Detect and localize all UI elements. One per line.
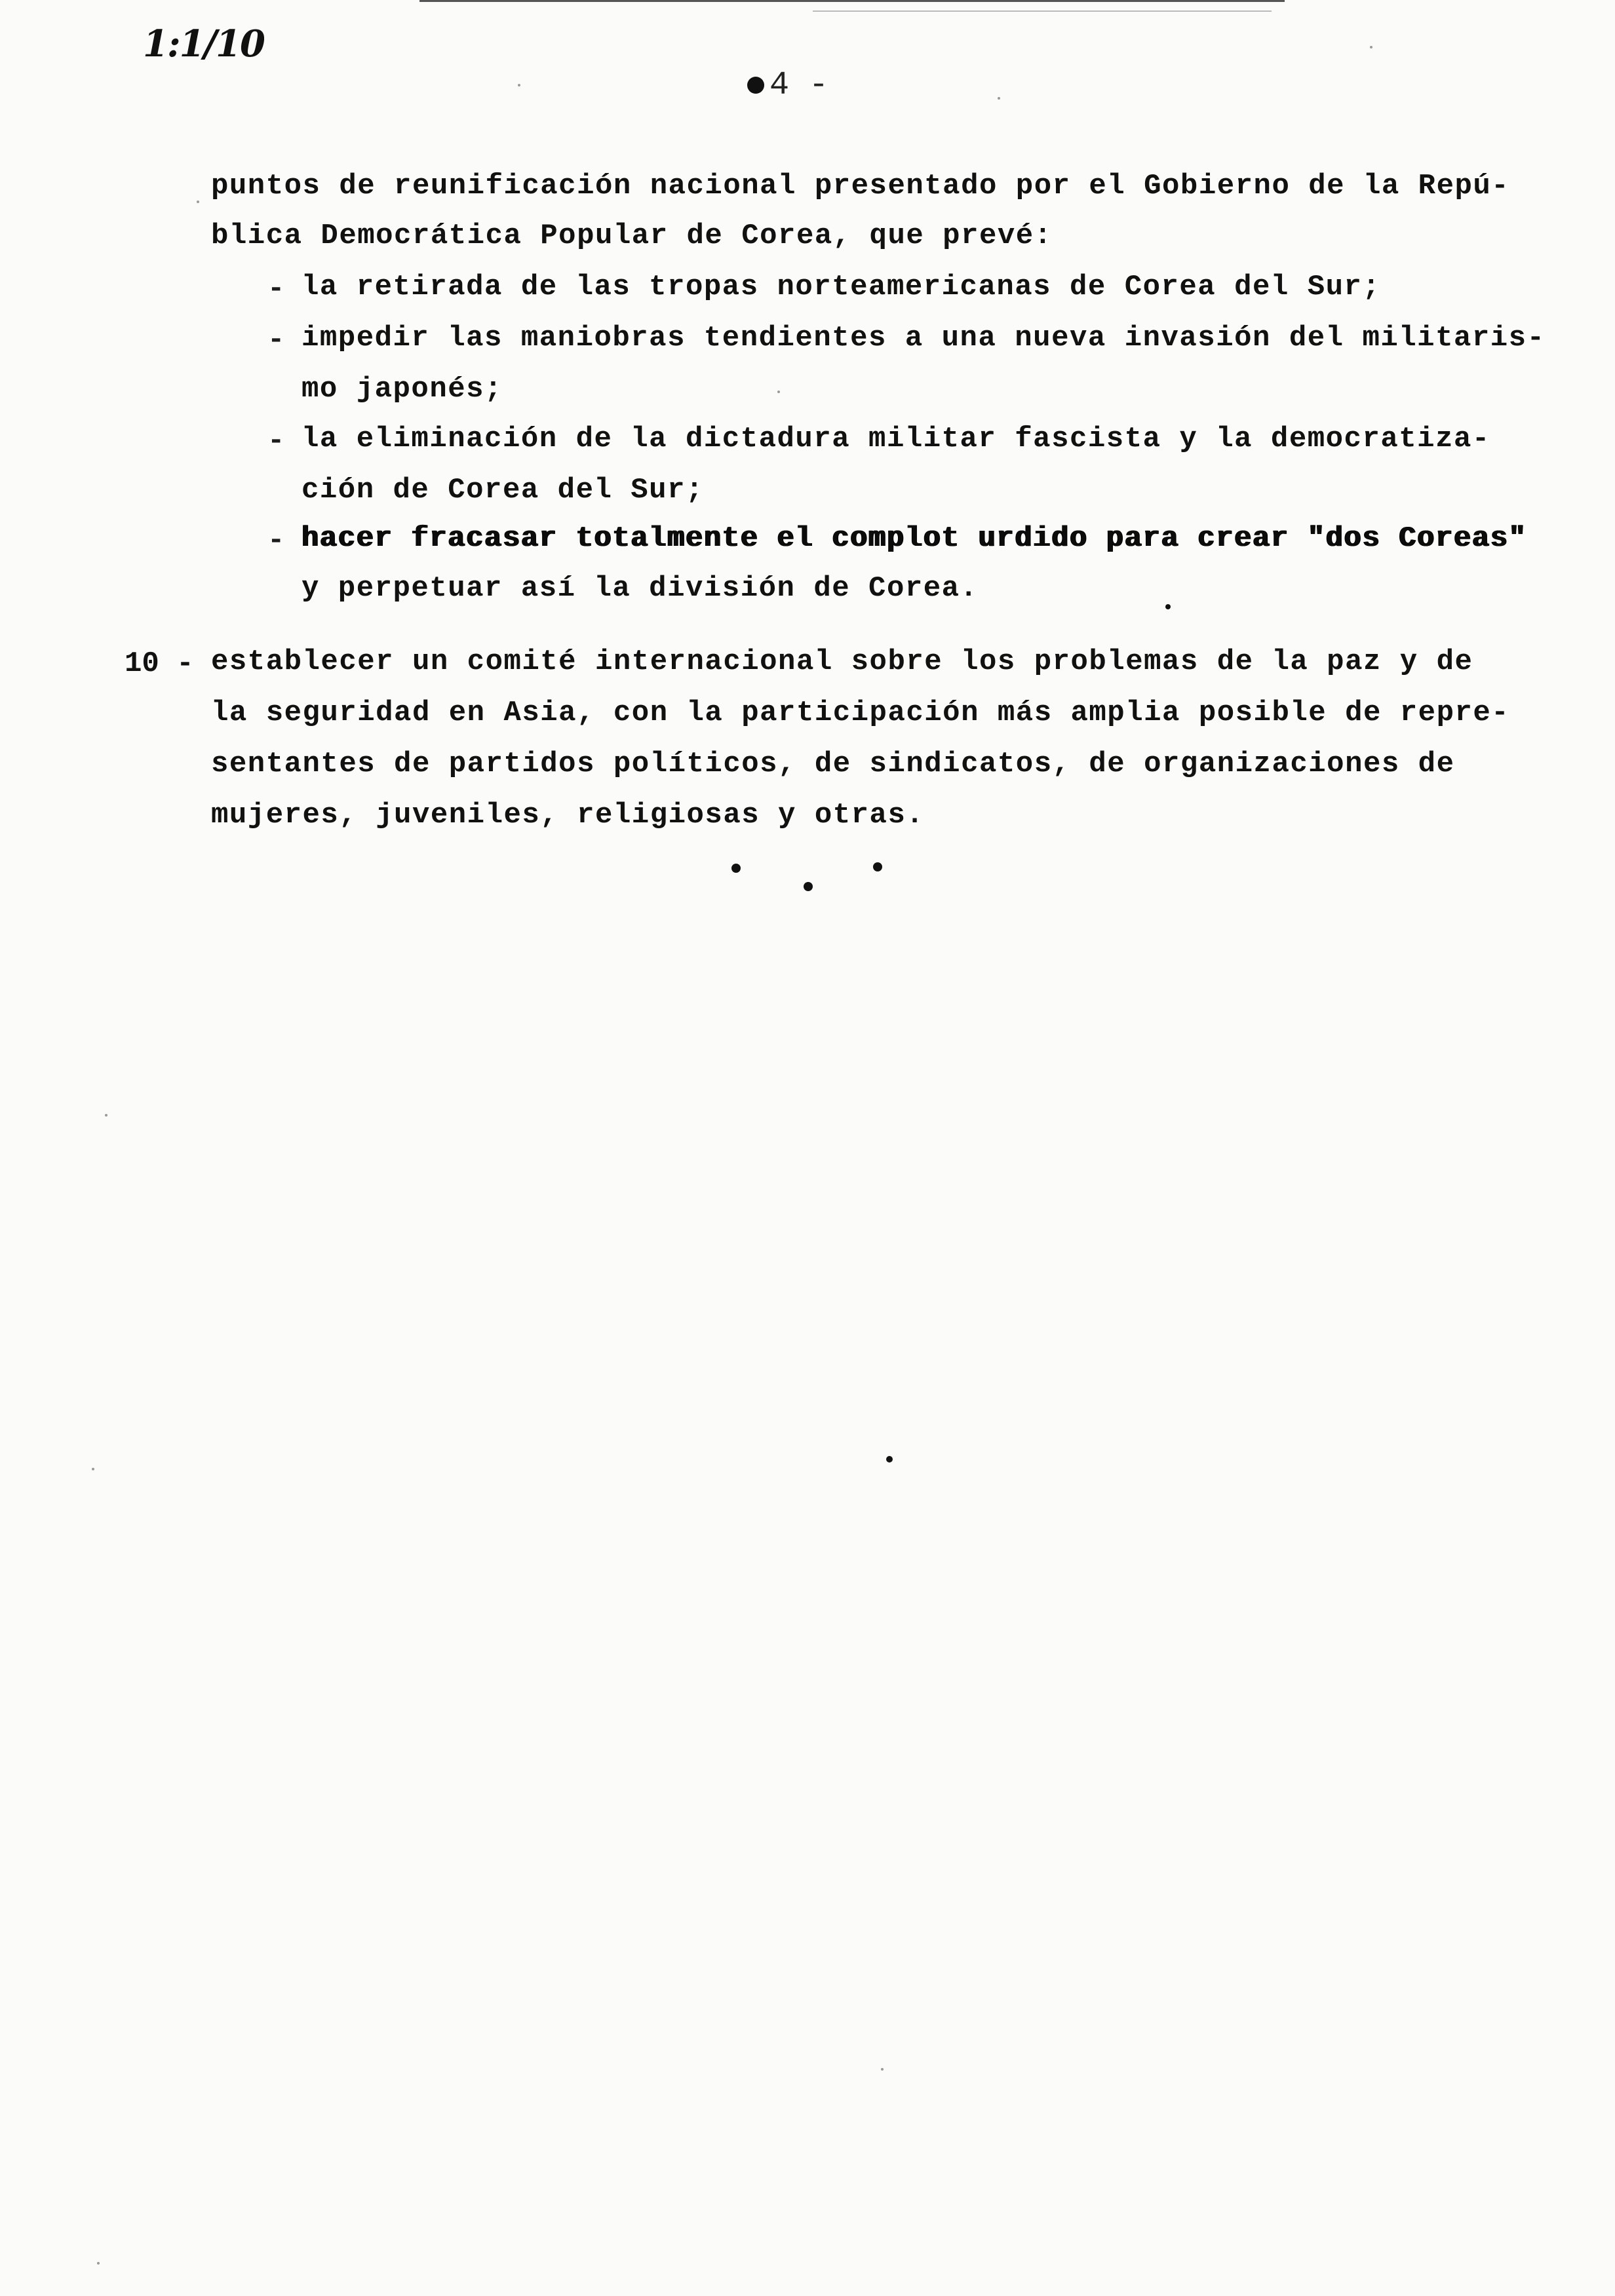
bullet-marker-1: - bbox=[267, 273, 285, 305]
stray-ink-mark bbox=[886, 1456, 893, 1463]
ink-blot bbox=[747, 77, 764, 94]
top-edge-rule-faint bbox=[813, 10, 1272, 12]
paper-speck bbox=[518, 84, 520, 86]
bullet-2-line-1: impedir las maniobras tendientes a una nueva invasión del militaris- bbox=[302, 322, 1546, 354]
bullet-4-line-2: y perpetuar así la división de Corea. bbox=[302, 572, 979, 605]
intro-line-2: blica Democrática Popular de Corea, que prevé: bbox=[211, 220, 1053, 252]
closing-dot-middle bbox=[804, 882, 813, 891]
item-10-number-text: 10 bbox=[125, 647, 159, 680]
paper-speck bbox=[881, 2068, 884, 2071]
paper-speck bbox=[998, 97, 1000, 100]
stray-ink-mark bbox=[1165, 604, 1171, 609]
closing-dot-right bbox=[873, 862, 882, 871]
handwritten-archive-number: 1:1/10 bbox=[143, 22, 264, 66]
item-10-dash: - bbox=[176, 647, 194, 680]
bullet-3-line-2: ción de Corea del Sur; bbox=[302, 474, 704, 507]
paper-speck bbox=[197, 201, 199, 203]
bullet-4-line-1: hacer fracasar totalmente el complot urdido para crear "dos Coreas" bbox=[302, 522, 1527, 555]
paper-speck bbox=[105, 1114, 107, 1117]
bullet-marker-2: - bbox=[267, 324, 285, 356]
page-number bbox=[747, 67, 828, 104]
item-10-line-1: establecer un comité internacional sobre los problemas de la paz y de bbox=[211, 645, 1473, 678]
bullet-1-line-1: la retirada de las tropas norteamericanas de Corea del Sur; bbox=[302, 271, 1381, 303]
paper-speck bbox=[97, 2262, 100, 2265]
bullet-3-line-1: la eliminación de la dictadura militar fascista y la democratiza- bbox=[302, 423, 1490, 455]
intro-line-1: puntos de reunificación nacional presentado por el Gobierno de la Repú- bbox=[211, 170, 1510, 202]
item-10-number bbox=[125, 647, 194, 680]
bullet-2-line-2: mo japonés; bbox=[302, 373, 503, 406]
item-10-line-3: sentantes de partidos políticos, de sindicatos, de organizaciones de bbox=[211, 748, 1455, 780]
item-10-line-2: la seguridad en Asia, con la participación más amplia posible de repre- bbox=[211, 697, 1510, 729]
top-edge-rule bbox=[419, 0, 1285, 2]
paper-speck bbox=[92, 1468, 94, 1470]
paper-speck bbox=[777, 391, 780, 393]
closing-dot-left bbox=[731, 864, 741, 873]
item-10-line-4: mujeres, juveniles, religiosas y otras. bbox=[211, 799, 925, 832]
page-number-text: 4 - bbox=[769, 67, 829, 104]
bullet-marker-3: - bbox=[267, 425, 285, 457]
paper-speck bbox=[1370, 46, 1372, 48]
bullet-marker-4: - bbox=[267, 524, 285, 557]
